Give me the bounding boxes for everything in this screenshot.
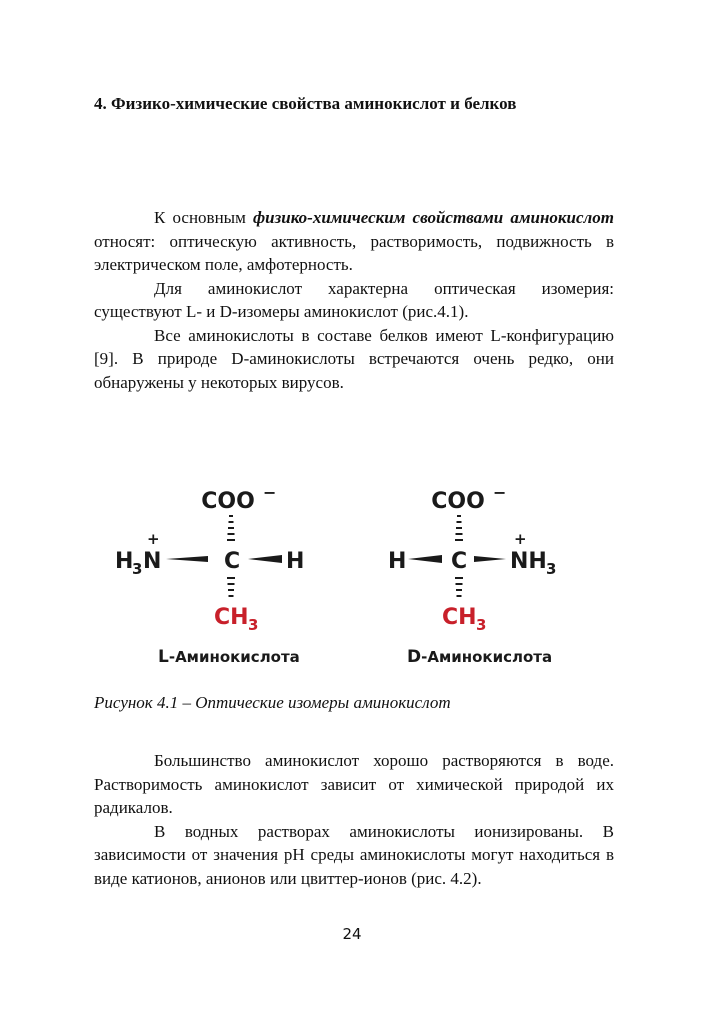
- l-label-letter: L: [158, 647, 169, 667]
- paragraph-l-configuration: Все аминокислоты в составе белков имеют L-конфигурацию [9]. В природе D-аминокислоты встречаются очень редко, они обнаружены у некоторых вирусов.: [94, 325, 614, 392]
- d-wedge-bond-right: [474, 556, 506, 562]
- paragraph-isomerism: Для аминокислот характерна оптическая изомерия: существуют L- и D-изомеры аминокислот (рис.4.1).: [94, 278, 614, 321]
- l-ammonium-subscript: 3: [132, 560, 143, 578]
- l-amino-acid-structure: [115, 483, 304, 667]
- paragraph-ionization: В водных растворах аминокислоты ионизированы. В зависимости от значения pH среды аминокислоты могут находиться в виде катионов, анионов или цвиттер-ионов (рис. 4.2).: [94, 821, 614, 888]
- d-chiral-carbon: C: [451, 549, 468, 574]
- d-label-text: -Аминокислота: [421, 648, 553, 666]
- d-carboxylate-charge: −: [493, 483, 507, 502]
- paragraph-lead: К основным: [154, 208, 253, 227]
- isomer-structures: [110, 470, 580, 680]
- d-carboxylate-group: COO: [431, 489, 485, 514]
- text-block-solubility: [94, 749, 614, 890]
- l-ammonium-h: H: [115, 549, 134, 574]
- d-hashed-bond-down: [455, 578, 463, 596]
- l-isomer-label: [158, 647, 300, 667]
- l-carboxylate-charge: −: [263, 483, 277, 502]
- l-hydrogen: H: [286, 549, 305, 574]
- paragraph-rest: относят: оптическую активность, растворимость, подвижность в электрическом поле, амфотерность.: [94, 231, 614, 274]
- d-ammonium-charge: +: [514, 530, 527, 548]
- figure-optical-isomers: [110, 470, 580, 680]
- l-hashed-bond-down: [227, 578, 235, 596]
- page-number: 24: [342, 925, 362, 943]
- l-wedge-bond-left: [166, 556, 208, 562]
- l-ammonium-charge: +: [147, 530, 160, 548]
- d-wedge-bond-left: [408, 555, 442, 563]
- d-hydrogen: H: [388, 549, 407, 574]
- paragraph-solubility: Большинство аминокислот хорошо растворяются в воде. Растворимость аминокислот зависит от химической природой их радикалов.: [94, 751, 614, 817]
- d-amino-acid-structure: [388, 483, 556, 667]
- section-heading: 4. Физико-химические свойства аминокислот и белков: [94, 94, 517, 113]
- emphasized-term: физико-химическим свойствами аминокислот: [252, 208, 614, 227]
- d-isomer-label: [407, 647, 552, 667]
- l-methyl-subscript: 3: [248, 616, 259, 634]
- l-wedge-bond-right: [248, 555, 282, 563]
- d-methyl-group: CH: [442, 605, 477, 630]
- l-carboxylate-group: COO: [201, 489, 255, 514]
- d-ammonium-nh: NH: [510, 549, 547, 574]
- d-methyl-subscript: 3: [476, 616, 487, 634]
- l-label-text: -Аминокислота: [168, 648, 300, 666]
- paragraph-properties: [94, 206, 614, 277]
- d-hashed-bond-up: [455, 516, 463, 540]
- l-ammonium-n: N: [143, 549, 162, 574]
- l-hashed-bond-up: [227, 516, 235, 540]
- d-label-letter: D: [407, 647, 422, 667]
- l-chiral-carbon: C: [224, 549, 241, 574]
- d-ammonium-subscript: 3: [546, 560, 557, 578]
- text-block-intro: [94, 206, 614, 394]
- l-methyl-group: CH: [214, 605, 249, 630]
- figure-caption: Рисунок 4.1 – Оптические изомеры аминокислот: [94, 693, 451, 712]
